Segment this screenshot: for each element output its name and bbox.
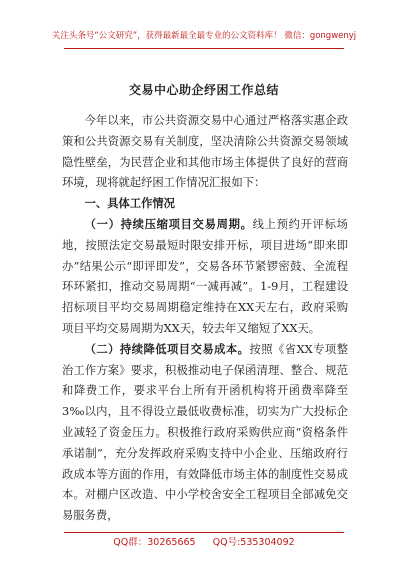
document-body bbox=[62, 111, 348, 527]
item-1-paragraph bbox=[62, 215, 348, 340]
header-note: 关注头条号“公文研究”，获得最新最全最专业的公文资料库！ 微信：gongwenyj bbox=[51, 31, 357, 41]
footer bbox=[0, 537, 408, 549]
item-1-lead: （一）持续压缩项目交易周期。 bbox=[84, 217, 253, 231]
intro-paragraph: 今年以来，市公共资源交易中心通过严格落实惠企政策和公共资源交易有关制度，坚决清除公共资源交易领域隐性壁垒，为民营企业和其他市场主体提供了良好的营商环境，现将就起纾困工作情况汇报如下： bbox=[62, 114, 348, 190]
section-heading: 一、具体工作情况 bbox=[84, 197, 175, 211]
qq-group: QQ群：30265665 bbox=[113, 537, 196, 548]
item-2-body: 按照《省XX专项整治工作方案》要求，积极推动电子保函清理、整合、规范和降费工作，要求平台上所有开函机构将开函费率降至3‰以内，且不得设立最低收费标准，切实为广大投标企业减轻了资金压力。积极推行政府采购供应商“资格条件承诺制”，充分发挥政府采购支持中小企业、压缩政府行政成本等方面的作用，有效降低市场主体的制度性交易成本。对棚户区改造、中小学校舍安全工程项目全部减免交易服务费， bbox=[62, 342, 348, 523]
qq-number: QQ号:535304092 bbox=[212, 537, 295, 548]
item-2-lead: （二）持续降低项目交易成本。 bbox=[84, 342, 250, 356]
item-1-body: 线上预约开评标场地，按照法定交易最短时限安排开标，项目进场“即来即办”结果公示“即评即发”，交易各环节紧锣密鼓、全流程环环紧扣，推动交易周期“一减再减”。1-9月，工程建设招标项目平均交易周期稳定维持在XX天左右，政府采购项目平均交易周期为XX天，较去年又缩短了XX天。 bbox=[62, 217, 348, 335]
header-divider bbox=[64, 48, 344, 49]
footer-divider bbox=[64, 532, 344, 533]
item-2-paragraph bbox=[62, 340, 348, 527]
document-title: 交易中心助企纾困工作总结 bbox=[128, 83, 279, 97]
